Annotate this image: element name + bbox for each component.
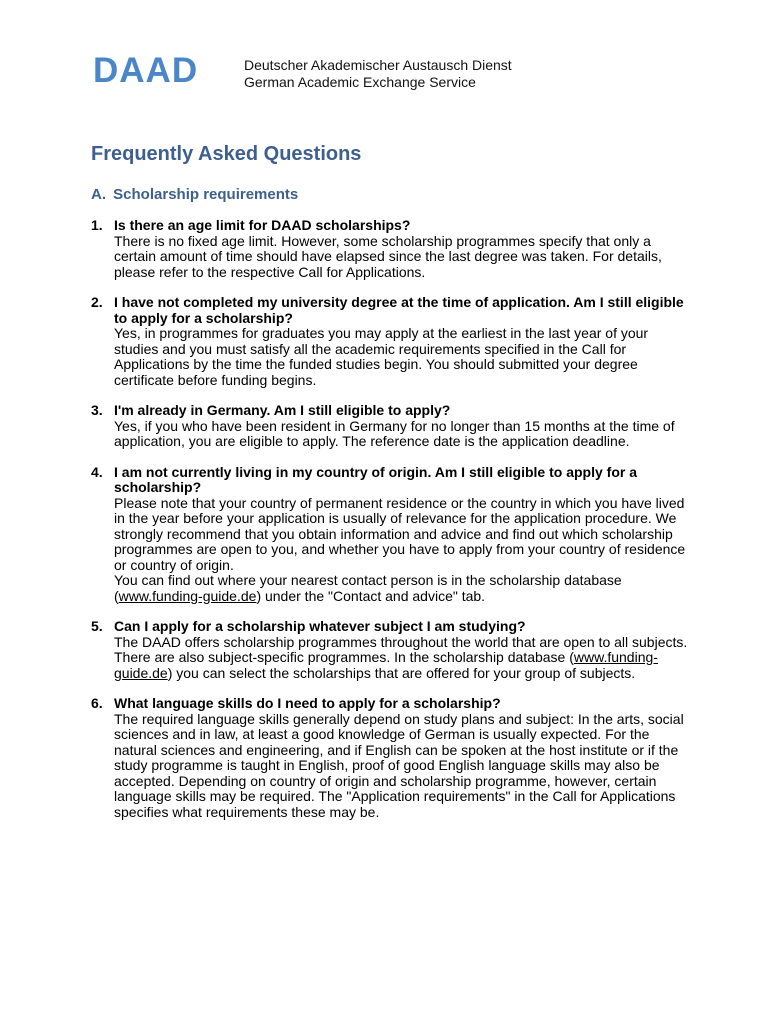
faq-item-3 bbox=[91, 403, 691, 450]
faq-item-4 bbox=[91, 465, 691, 605]
faq-list bbox=[91, 218, 691, 835]
answer-text: ) you can select the scholarships that are offered for your group of subjects. bbox=[167, 664, 636, 681]
faq-number: 4. bbox=[91, 463, 103, 480]
faq-question: I am not currently living in my country of origin. Am I still eligible to apply for a scholarship? bbox=[114, 463, 637, 495]
section-title: Scholarship requirements bbox=[113, 186, 299, 203]
faq-number: 5. bbox=[91, 618, 103, 634]
faq-number: 6. bbox=[91, 695, 103, 711]
page-title: Frequently Asked Questions bbox=[91, 143, 362, 165]
faq-answer: There is no fixed age limit. However, some scholarship programmes specify that only a certain amount of time should have elapsed since the last degree was taken. For details, please refer to the respective Call for Applications. bbox=[114, 232, 662, 280]
faq-item-2 bbox=[91, 295, 691, 388]
funding-guide-link[interactable]: www.funding-guide.de bbox=[118, 587, 257, 604]
faq-item-1 bbox=[91, 218, 691, 280]
faq-answer: Please note that your country of permanent residence or the country in which you have lived in the year before your application is usually of relevance for the application procedure. We strongly recommend that you obtain information and advice and find out which scholarship programmes are open to you, and whether you have to apply from your country of residence or country of origin. bbox=[114, 494, 686, 573]
faq-question: Is there an age limit for DAAD scholarships? bbox=[114, 217, 411, 233]
faq-answer: Yes, in programmes for graduates you may apply at the earliest in the last year of your studies and you must satisfy all the academic requirements specified in the Call for Applications by the time the funded studies begin. You should submitted your degree certificate before funding begins. bbox=[114, 325, 649, 388]
faq-question: What language skills do I need to apply for a scholarship? bbox=[114, 695, 501, 711]
organization-name bbox=[244, 57, 512, 91]
section-letter: A. bbox=[91, 186, 106, 203]
answer-text: ) under the "Contact and advice" tab. bbox=[256, 587, 486, 604]
faq-answer: Yes, if you who have been resident in Germany for no longer than 15 months at the time of application, you are eligible to apply. The reference date is the application deadline. bbox=[114, 417, 675, 449]
faq-answer-contact bbox=[114, 573, 691, 604]
org-name-german: Deutscher Akademischer Austausch Dienst bbox=[244, 57, 512, 73]
faq-question: Can I apply for a scholarship whatever subject I am studying? bbox=[114, 618, 526, 634]
answer-text: The DAAD offers scholarship programmes throughout the world that are open to all subjects. There are also subject-specific programmes. In the scholarship database ( bbox=[114, 633, 688, 665]
funding-guide-link[interactable]: www.funding-guide.de bbox=[114, 649, 658, 681]
faq-question: I have not completed my university degree at the time of application. Am I still eligible to apply for a scholarship? bbox=[114, 294, 684, 326]
faq-question: I'm already in Germany. Am I still eligible to apply? bbox=[114, 402, 451, 418]
org-name-english: German Academic Exchange Service bbox=[244, 74, 476, 90]
faq-answer: The required language skills generally depend on study plans and subject: In the arts, social sciences and in law, at least a good knowledge of German is usually expected. For the natural sciences and engineering, and if English can be spoken at the host institute or if the study programme is taught in English, proof of good English language skills may also be accepted. Depending on country of origin and scholarship programme, however, certain language skills may be required. The "Application requirements" in the Call for Applications specifies what requirements these may be. bbox=[114, 710, 684, 820]
faq-number: 2. bbox=[91, 294, 103, 310]
answer-text: You can find out where your nearest contact person is in the scholarship database ( bbox=[114, 572, 622, 604]
faq-item-6 bbox=[91, 696, 691, 820]
faq-answer bbox=[114, 635, 691, 682]
section-heading bbox=[91, 186, 298, 204]
faq-number: 1. bbox=[91, 217, 103, 233]
faq-number: 3. bbox=[91, 402, 103, 418]
daad-logo: DAAD bbox=[93, 51, 199, 90]
faq-item-5 bbox=[91, 619, 691, 681]
